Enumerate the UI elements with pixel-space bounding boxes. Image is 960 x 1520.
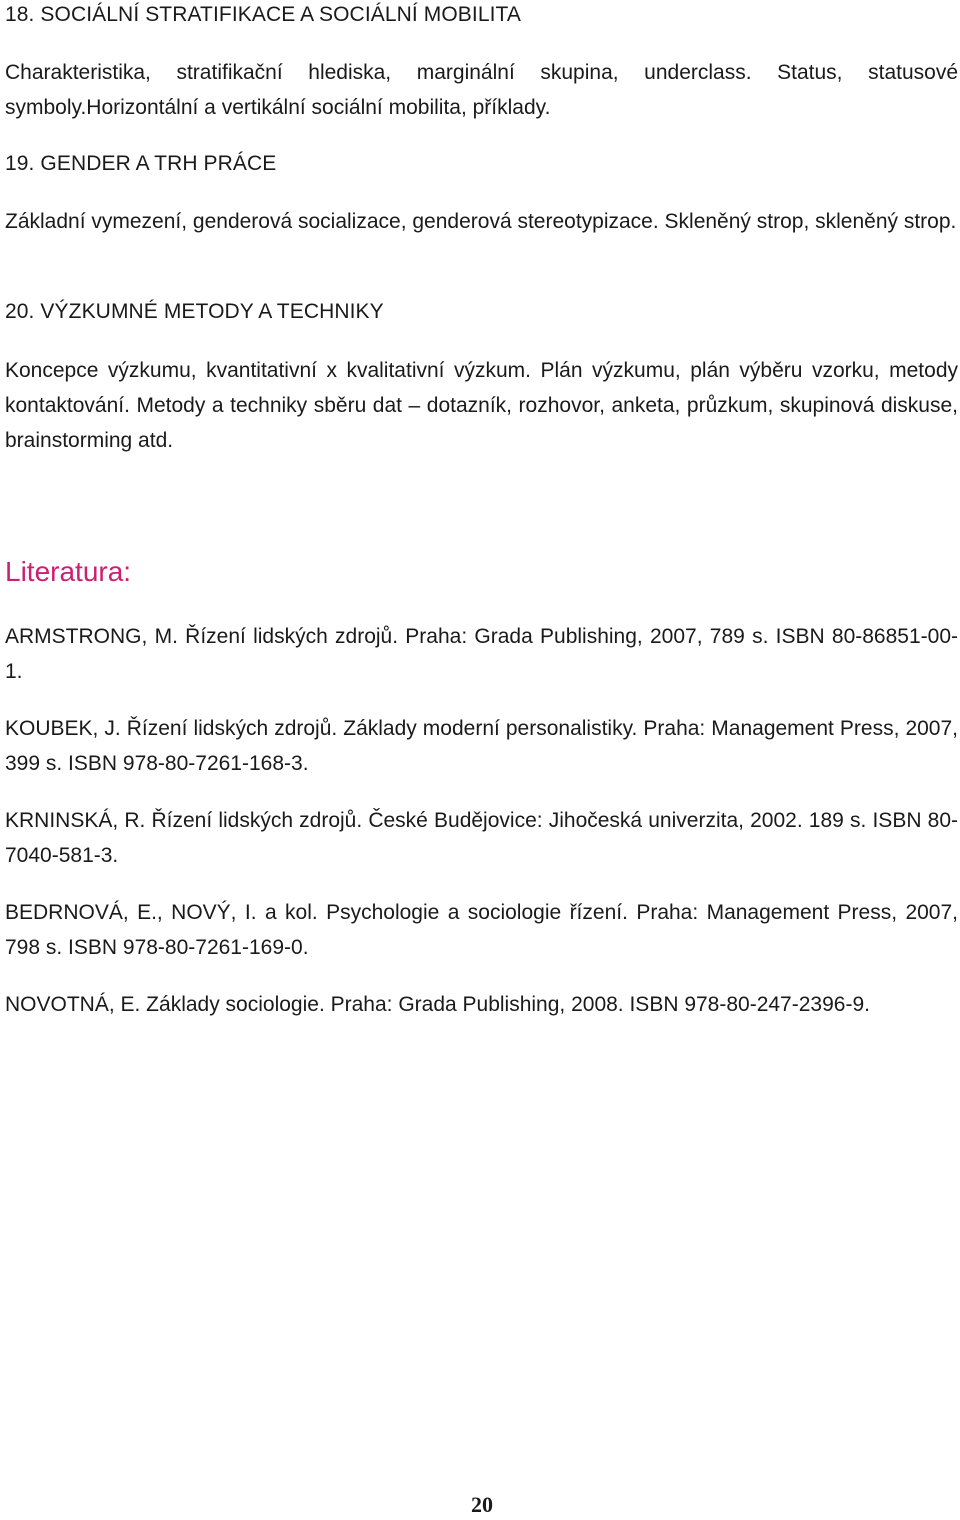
reference-item: KOUBEK, J. Řízení lidských zdrojů. Základy moderní personalistiky. Praha: Management Press, 2007, 399 s. ISBN 978-80-7261-168-3. <box>5 717 958 775</box>
section-heading: 20. VÝZKUMNÉ METODY A TECHNIKY <box>5 300 384 323</box>
reference-item: BEDRNOVÁ, E., NOVÝ, I. a kol. Psychologie a sociologie řízení. Praha: Management Press, 2007, 798 s. ISBN 978-80-7261-169-0. <box>5 901 958 959</box>
section-heading: 18. SOCIÁLNÍ STRATIFIKACE A SOCIÁLNÍ MOBILITA <box>5 3 522 26</box>
section-text: Koncepce výzkumu, kvantitativní x kvalitativní výzkum. Plán výzkumu, plán výběru vzorku, metody kontaktování. Metody a techniky sběru dat – dotazník, rozhovor, anketa, průzkum, skupinová diskuse, brainstorming atd. <box>5 359 958 452</box>
section-text: Charakteristika, stratifikační hlediska, marginální skupina, underclass. Status, statusové symboly.Horizontální a vertikální sociální mobilita, příklady. <box>5 61 958 119</box>
page-number: 20 <box>471 1492 493 1517</box>
reference-item: KRNINSKÁ, R. Řízení lidských zdrojů. České Budějovice: Jihočeská univerzita, 2002. 189 s. ISBN 80-7040-581-3. <box>5 809 958 867</box>
reference-item: NOVOTNÁ, E. Základy sociologie. Praha: Grada Publishing, 2008. ISBN 978-80-247-2396-9. <box>5 993 870 1016</box>
section-heading: 19. GENDER A TRH PRÁCE <box>5 152 277 175</box>
section-text: Základní vymezení, genderová socializace, genderová stereotypizace. Skleněný strop, skleněný strop. <box>5 210 957 233</box>
reference-item: ARMSTRONG, M. Řízení lidských zdrojů. Praha: Grada Publishing, 2007, 789 s. ISBN 80-86851-00-1. <box>5 625 958 683</box>
literature-title: Literatura: <box>5 556 132 587</box>
